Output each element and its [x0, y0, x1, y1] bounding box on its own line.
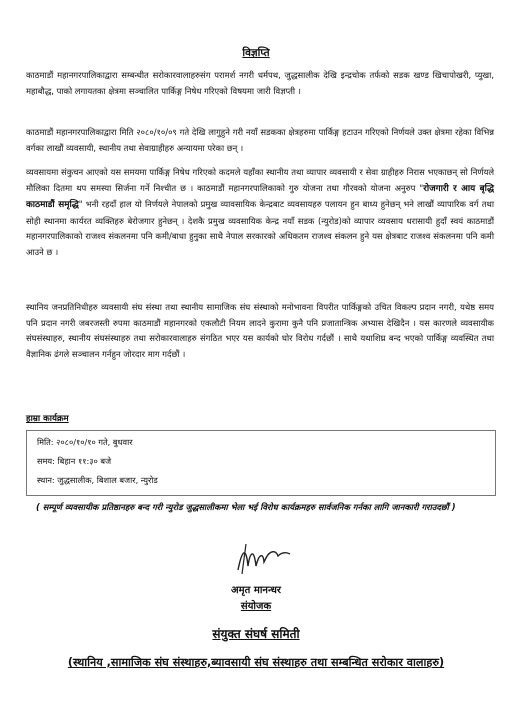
footer-organizations: (स्थानिय ,सामाजिक संघ संस्थाहरु,ब्यावसायी संघ संस्थाहरु तथा सम्बन्धित सरोकार वालाहरु) — [67, 656, 445, 669]
paragraph-impact-part-b: " भनी रहदाँ हाल यो निर्णयले नेपालको प्रमुख व्यावसायिक केन्द्रबाट व्यवसायहरु पलायन हुन बाध्य हुनेछन् भने लाखौं व्यापारिक वर्ग तथा सोही स्थानमा कार्यरत व्यक्तिहरु बेरोजगार हुनेछन् । देशकै प्रमुख व्यवसायिक केन्द्र नयाँ सडक (न्युरोड)को व्यापार व्यवसाय धरासायी हुदाँ स्वयं काठमाडौं महानगरपालिकाको राजश्व संकलनमा पनि कमी/बाधा हुनुका साथै नेपाल सरकारको अधिकतम राजश्व संकलन हुने यस क्षेत्रबाट राजश्व संकलनमा पनि कमी आउने छ । — [26, 199, 494, 257]
signer-role: संयोजक — [240, 601, 272, 612]
committee-name: संयुक्त संघर्ष समिती — [212, 627, 300, 641]
paragraph-impact — [26, 165, 494, 260]
slogan-text: रोजगारी र आय बृद्धि काठमाडौं समृद्धि — [26, 183, 494, 210]
paragraph-decision: काठमाडौं महानगरपालिकाद्वारा मिति २०८०/१०/०९ गते देखि लागुहुने गरी नयाँ सडकका क्षेत्रहरुमा पार्किङ्ग हटाउन गरिएको निर्णयले उक्त क्षेत्रमा रहेका विभिन्न वर्गका लाखौं व्यवसायी, स्थानीय तथा सेवाग्राहीहरु अन्यायमा परेका छन् । — [26, 127, 494, 153]
notice-title: विज्ञप्ति — [242, 47, 270, 59]
program-date: मिति: २०८०/१०/१० गते, बुधवार — [37, 437, 133, 447]
paragraph-subject: काठमाडौं महानगरपालिकाद्वारा सम्बन्धीत सरोकारवालाहरुसंग परामर्श नगरी धर्मपथ, जुद्धसालीक देखि इन्द्रचोक तर्फको सडक खण्ड खिचापोखरी, प्युखा, महाबौद्ध, पाको लगायतका क्षेत्रमा सञ्चालित पार्किङ्ग निषेध गरिएको विषयमा जारी विज्ञप्ती । — [26, 70, 494, 96]
program-time: समय: बिहान ११:३० बजे — [37, 456, 112, 466]
paragraph-impact-part-a: व्यवसायमा संकुचन आएको यस समयमा पार्किङ्ग निषेध गरिएको कदमले यहाँका स्थानीय तथा व्यापार व्यवसायी र सेवा ग्राहीहरु निरास भएकाछन् सो निर्णयले मौलिका दितमा थप समस्या सिर्जना गर्ने निश्चीत छ । काठमाडौं महानगरपालिकाको गुरु योजना तथा गौरवको योजना अनुरुप " — [26, 167, 494, 193]
handwritten-signature — [232, 540, 312, 580]
program-box — [26, 430, 496, 496]
program-note: ( सम्पूर्ण व्यवसायीक प्रतिष्ठानहरु बन्द गरी न्युरोड जुद्धसालीकमा भेला भई विरोध कार्यक्रमहरु सार्वजनिक गर्नका लागि जानकारी गराउदछौं ) — [36, 502, 456, 512]
program-heading: हाम्रा कार्यक्रम — [26, 414, 69, 424]
signer-name: अमृत मानन्धर — [231, 585, 281, 596]
program-place: स्थान: जुद्धसालीक, बिशाल बजार, न्युरोड — [37, 475, 158, 485]
paragraph-protest: स्थानिय जनप्रतिनिधीहरु व्यवसायी संघ संस्था तथा स्थानीय सामाजिक संघ संस्थाको मनोभावना विपरीत पार्किङ्गको उचित विकल्प प्रदान नगरी, यथेष्ठ समय पनि प्रदान नगरी जबरजस्ती रुपमा काठमाडौं महानगरको एकलौटी नियम लादने कुरामा कुनै पनि प्रजातान्त्रिक अभ्यास देखिदैन । यस कारणले व्यवसायीक संघसंस्थाहरु, स्थानीय संघसंस्थाहरु तथा सरोकारवालाहरु संगठित भएर यस कार्यको घोर विरोध गर्दछौं । साथै यथाशिघ्र बन्द भएको पार्किङ्ग व्यवस्थित तथा वैज्ञानिक ढंगले सञ्चालन गर्नहुन जोरदार माग गर्दछौं । — [26, 302, 494, 359]
